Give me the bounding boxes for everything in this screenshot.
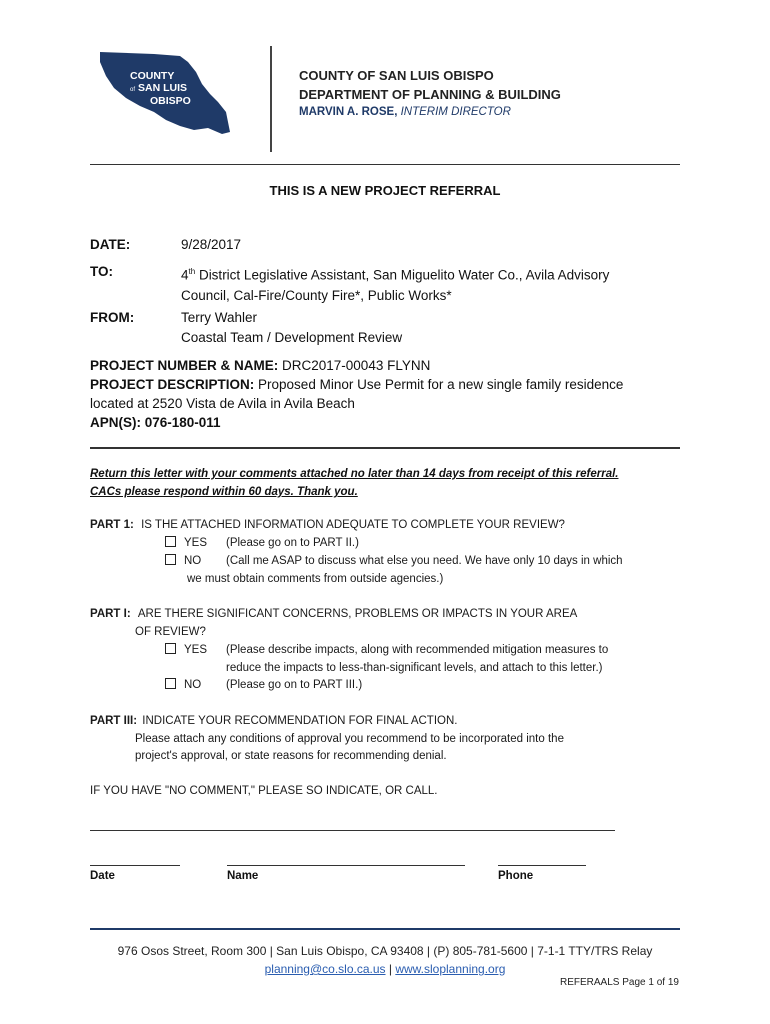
signature-name-label: Name — [227, 870, 259, 882]
logo-line-of: of — [130, 87, 136, 93]
from-line2: Coastal Team / Development Review — [181, 330, 403, 345]
part3-text-2: project's approval, or state reasons for recommending denial. — [135, 750, 447, 762]
part2-yes-text: (Please describe impacts, along with recommended mitigation measures to — [226, 644, 609, 656]
part2-yes-option[interactable] — [165, 642, 207, 660]
to-sup: th — [188, 267, 196, 276]
from-value — [181, 308, 661, 348]
date-signature-line[interactable] — [90, 865, 180, 866]
signature-date-label: Date — [90, 870, 115, 882]
county-name: COUNTY OF SAN LUIS OBISPO — [299, 68, 494, 83]
no-comment-text: IF YOU HAVE "NO COMMENT," PLEASE SO INDICATE, OR CALL. — [90, 785, 438, 797]
footer-separator: | — [385, 962, 396, 976]
project-description-label: PROJECT DESCRIPTION: — [90, 377, 255, 392]
director-title: INTERIM DIRECTOR — [400, 106, 511, 118]
department-name: DEPARTMENT OF PLANNING & BUILDING — [299, 87, 561, 102]
part3-question — [90, 713, 457, 731]
logo-line-obispo: OBISPO — [150, 95, 191, 107]
part1-no-option[interactable] — [165, 553, 201, 571]
part1-yes-text: (Please go on to PART II.) — [226, 537, 359, 549]
page-number: REFERAALS Page 1 of 19 — [560, 977, 679, 988]
checkbox-part2-yes[interactable] — [165, 643, 176, 654]
project-description-value: Proposed Minor Use Permit for a new single family residence — [254, 377, 624, 392]
part1-yes-label: YES — [184, 537, 208, 549]
date-value: 9/28/2017 — [181, 237, 242, 252]
date-label: DATE: — [90, 237, 131, 252]
footer-links — [0, 962, 770, 976]
part1-label: PART 1: — [90, 519, 134, 531]
apn: APN(S): 076-180-011 — [90, 415, 221, 430]
project-rule — [90, 447, 680, 449]
part1-question — [90, 517, 690, 535]
part2-no-text: (Please go on to PART III.) — [226, 679, 363, 691]
to-prefix: 4 — [181, 267, 189, 283]
logo-line-county: COUNTY — [130, 70, 175, 82]
part2-label: PART I: — [90, 608, 131, 620]
director-name: MARVIN A. ROSE, — [299, 106, 398, 118]
signature-phone-label: Phone — [498, 870, 534, 882]
part2-no-label: NO — [184, 679, 202, 691]
part2-no-option[interactable] — [165, 677, 201, 695]
part1-yes-option[interactable] — [165, 535, 207, 553]
part2-question-2: OF REVIEW? — [135, 626, 206, 638]
header-divider — [270, 46, 272, 152]
part2-yes-label: YES — [184, 644, 208, 656]
from-label: FROM: — [90, 310, 135, 325]
part2-question-text: ARE THERE SIGNIFICANT CONCERNS, PROBLEMS OR IMPACTS IN YOUR AREA — [137, 608, 578, 620]
part3-text-1: Please attach any conditions of approval you recommend to be incorporated into the — [135, 733, 564, 745]
part1-no-text-2: we must obtain comments from outside agencies.) — [187, 573, 444, 585]
project-description — [90, 375, 660, 413]
footer-rule — [90, 928, 680, 930]
project-number-label: PROJECT NUMBER & NAME: — [90, 358, 279, 373]
name-signature-line[interactable] — [227, 865, 465, 866]
part1-question-text: IS THE ATTACHED INFORMATION ADEQUATE TO COMPLETE YOUR REVIEW? — [141, 519, 565, 531]
comment-line[interactable] — [90, 830, 615, 831]
project-number — [90, 356, 660, 375]
part3-label: PART III: — [90, 715, 138, 727]
part2-yes-text-2: reduce the impacts to less-than-significant levels, and attach to this letter.) — [226, 662, 603, 674]
return-note-line2: CACs please respond within 60 days. Thank you. — [90, 486, 358, 498]
part1-no-text: (Call me ASAP to discuss what else you need. We have only 10 days in which — [226, 555, 623, 567]
to-value — [181, 262, 661, 306]
to-line2: Council, Cal-Fire/County Fire*, Public Works* — [181, 287, 452, 303]
checkbox-part1-no[interactable] — [165, 554, 176, 565]
from-line1: Terry Wahler — [181, 310, 258, 325]
part2-question — [90, 606, 577, 624]
footer-address: 976 Osos Street, Room 300 | San Luis Obispo, CA 93408 | (P) 805-781-5600 | 7-1-1 TTY/TRS Relay — [117, 944, 653, 958]
to-line1: District Legislative Assistant, San Miguelito Water Co., Avila Advisory — [195, 267, 610, 283]
part3-question-text: INDICATE YOUR RECOMMENDATION FOR FINAL ACTION. — [142, 715, 458, 727]
return-note-line1: Return this letter with your comments attached no later than 14 days from receipt of this referral. — [90, 468, 619, 480]
project-description-value-2: located at 2520 Vista de Avila in Avila Beach — [90, 396, 355, 411]
email-link[interactable]: planning@co.slo.ca.us — [264, 962, 386, 976]
director-line — [299, 106, 511, 118]
phone-signature-line[interactable] — [498, 865, 586, 866]
page-title: THIS IS A NEW PROJECT REFERRAL — [269, 183, 501, 198]
checkbox-part1-yes[interactable] — [165, 536, 176, 547]
return-note — [90, 465, 690, 501]
part1-no-label: NO — [184, 555, 202, 567]
county-logo — [96, 50, 232, 136]
website-link[interactable]: www.sloplanning.org — [395, 962, 506, 976]
header-rule — [90, 164, 680, 165]
to-label: TO: — [90, 264, 113, 279]
logo-line-san-luis: SAN LUIS — [138, 82, 188, 94]
checkbox-part2-no[interactable] — [165, 678, 176, 689]
project-number-value: DRC2017-00043 FLYNN — [278, 358, 431, 373]
